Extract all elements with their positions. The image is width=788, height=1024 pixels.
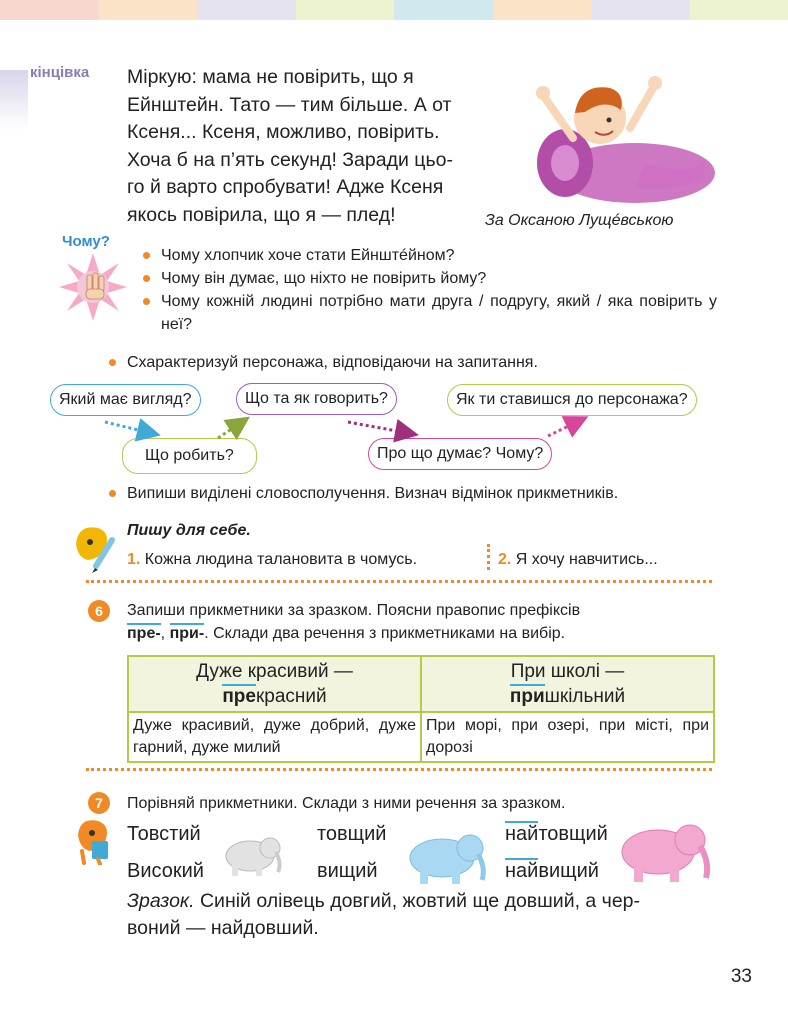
adjective-base: Товстий — [127, 823, 201, 845]
characterize-instruction — [103, 351, 683, 374]
item-number: 2. — [498, 551, 512, 568]
author-credit: За Оксаною Лущéвською — [485, 212, 674, 229]
strip-segment — [493, 0, 592, 20]
story-line: Ксеня... Ксеня, можливо, повірить. — [127, 121, 440, 143]
bubble-does: Що робить? — [122, 438, 257, 474]
prefix-pre: пре- — [127, 625, 161, 642]
story-line: якось повірила, що я — плед! — [127, 203, 396, 226]
strip-segment — [690, 0, 788, 20]
story-line: Ейнштейн. Тато — тим більше. А от — [127, 93, 452, 116]
table-row — [128, 656, 714, 712]
adjective-comparative: товщий — [317, 823, 387, 845]
word-rest: красний — [255, 686, 327, 707]
item-divider — [487, 544, 490, 570]
strip-segment — [591, 0, 690, 20]
cell-line: При школі — — [510, 661, 625, 682]
cell-line: Дуже красивий — — [196, 661, 353, 682]
prefix-pri: при- — [169, 625, 205, 642]
prefix-mark: най — [505, 823, 539, 845]
story-line: Хоча б на п’ять секунд! Заради цьо- — [127, 148, 453, 171]
hand-flower-icon — [55, 252, 131, 322]
write-for-self-title: Пишу для себе. — [127, 522, 251, 539]
exercise-number: 7 — [88, 792, 110, 814]
table-row — [128, 712, 714, 762]
word-rest: вищий — [538, 860, 599, 882]
prefix-mark: пре — [222, 686, 256, 707]
adjective-base: Високий — [127, 860, 204, 882]
exercise-6-table — [127, 655, 715, 763]
prefix-mark: най — [505, 860, 539, 882]
why-questions-list — [137, 244, 717, 336]
boy-in-blanket-illustration — [525, 68, 715, 213]
sample-text: воний — найдовший. — [127, 917, 319, 939]
bubble-arrows — [0, 410, 788, 450]
bubble-look: Який має вигляд? — [50, 384, 201, 416]
elephant-large-illustration — [612, 818, 714, 884]
why-label: Чому? — [62, 233, 110, 250]
section-tag: кінцівка — [30, 64, 90, 81]
adjective-comparative: вищий — [317, 860, 378, 882]
strip-segment — [197, 0, 296, 20]
list-item: Чому кожній людині потрібно мати друга / подругу, який / яка повірить у неї? — [137, 290, 717, 336]
comma: , — [160, 625, 166, 642]
sample-label: Зразок. — [127, 890, 195, 912]
bubble-speech: Що та як говорить? — [236, 383, 397, 415]
pencil-character-icon — [68, 522, 118, 574]
elephant-small-illustration — [216, 828, 284, 878]
instruction-text: . Склади два речення з прикметниками на вибір. — [204, 625, 566, 642]
instruction-text: Запиши прикметники за зразком. Поясни правопис префіксів — [127, 602, 581, 619]
page-number: 33 — [730, 966, 752, 987]
cell-line — [426, 684, 709, 709]
dotted-divider — [86, 580, 712, 583]
exercise-7-instruction: Порівняй прикметники. Склади з ними речення за зразком. — [127, 795, 566, 812]
bubble-attitude: Як ти ставишся до персонажа? — [447, 384, 697, 416]
cell-line — [133, 684, 416, 709]
strip-segment — [0, 0, 99, 20]
item-number: 1. — [127, 551, 141, 568]
list-item: Чому він думає, що ніхто не повірить йому? — [137, 267, 717, 290]
word-rest: товщий — [538, 823, 608, 845]
table-cell: Дуже красивий, дуже добрий, дуже гарний, дуже милий — [128, 712, 421, 762]
sample-text: Синій олівець довгий, жовтий ще довший, а чер- — [199, 890, 641, 912]
adjective-superlative — [505, 860, 599, 883]
list-item: Схарактеризуй персонажа, відповідаючи на запитання. — [103, 351, 683, 374]
bubble-thinks: Про що думає? Чому? — [368, 438, 552, 470]
exercise-number: 6 — [88, 600, 110, 622]
list-item: Чому хлопчик хоче стати Ейнштéйном? — [137, 244, 717, 267]
elephant-medium-illustration — [400, 826, 490, 886]
write-for-self-item2 — [498, 548, 658, 571]
item-text: Кожна людина талановита в чомусь. — [144, 551, 418, 568]
prefix-mark: при — [509, 686, 545, 707]
strip-segment — [394, 0, 493, 20]
top-color-strip — [0, 0, 788, 20]
side-tab — [0, 70, 28, 130]
strip-segment — [99, 0, 198, 20]
item-text: Я хочу навчитись... — [515, 551, 658, 568]
word-rest: шкільний — [544, 686, 626, 707]
write-for-self-item1 — [127, 548, 417, 571]
exercise-6-instruction — [127, 599, 715, 645]
list-item: Випиши виділені словосполучення. Визнач відмінок прикметників. — [103, 482, 723, 505]
story-text — [127, 64, 501, 229]
table-cell: При морі, при озері, при місті, при дорозі — [421, 712, 714, 762]
book-character-icon — [70, 815, 120, 865]
table-cell — [421, 656, 714, 712]
table-cell — [128, 656, 421, 712]
strip-segment — [296, 0, 395, 20]
adjective-superlative — [505, 823, 608, 846]
story-line: Міркую: мама не повірить, що я — [127, 66, 414, 88]
dotted-divider — [86, 768, 712, 771]
sample-sentence — [127, 888, 715, 942]
write-out-instruction — [103, 482, 723, 505]
story-line: го й варто спробувати! Адже Ксеня — [127, 176, 444, 198]
